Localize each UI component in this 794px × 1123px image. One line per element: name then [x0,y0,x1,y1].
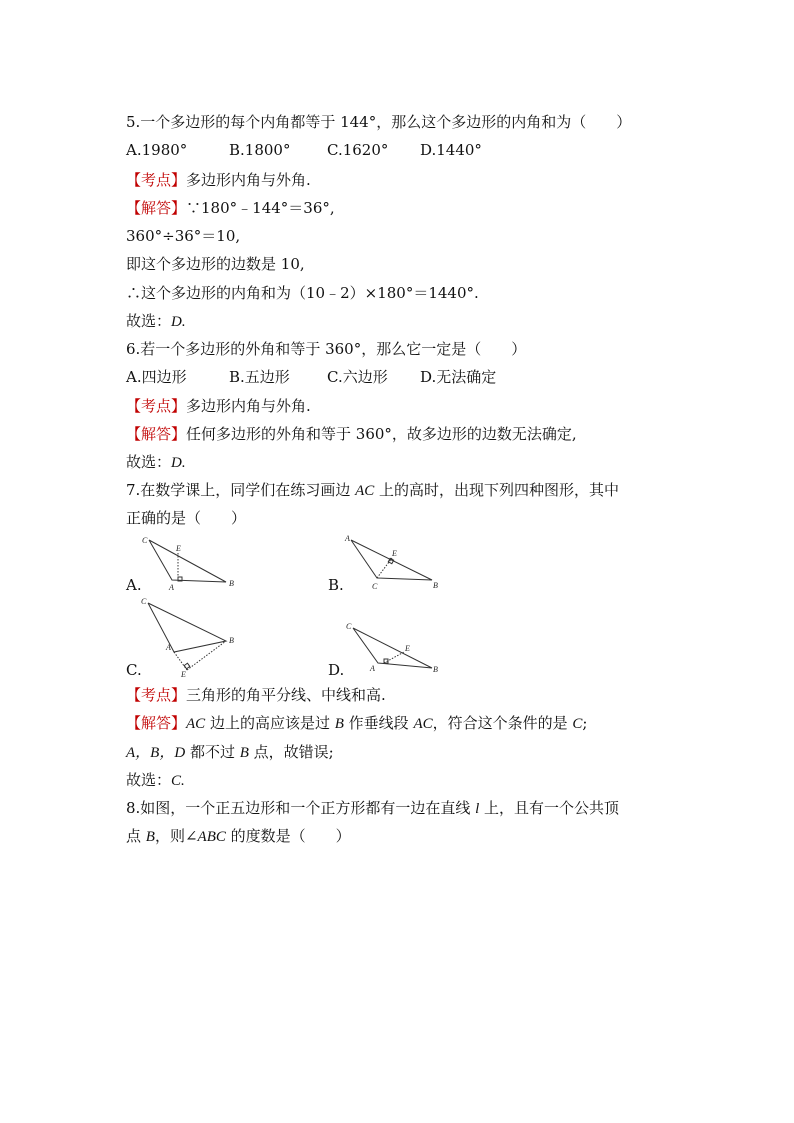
q5-option-b[interactable]: B.1800° [229,141,291,159]
q7-figure-label-b[interactable]: B. [328,576,344,594]
right-angle-d [384,659,388,663]
q7-figure-b [344,534,438,591]
q6-jieda-text: 任何多边形的外角和等于 360°，故多边形的边数无法确定, [186,425,577,443]
q7-kaodian [126,685,386,705]
q7-line2-b: B [239,745,249,761]
q7-stem-pre: 7.在数学课上，同学们在练习画边 [126,481,356,499]
q7-jieda-mid3: ，符合这个条件的是 [432,714,573,732]
point-label-e: E [405,644,410,653]
kaodian-tag: 【考点】 [126,171,187,189]
q6-stem: 6.若一个多边形的外角和等于 360°，那么它一定是（ ） [126,340,527,358]
q7-stem-post: 上的高时，出现下列四种图形，其中 [374,481,620,499]
q5-line-1: 360°÷36°＝10, [126,227,241,245]
q7-answer [126,770,185,791]
q8-line1-post: 上，且有一个公共顶 [479,799,620,817]
point-label-b: B [229,579,234,588]
point-label-c: C [346,622,352,631]
right-angle-a [178,577,182,581]
answer-prefix: 故选： [126,312,172,330]
q6-kaodian-text: 多边形内角与外角. [186,397,311,415]
extension-c [174,652,187,670]
height-c [187,641,226,670]
point-label-b: B [229,636,234,645]
q7-kaodian-text: 三角形的角平分线、中线和高. [186,686,386,704]
q8-line2-abc: ABC [197,829,226,845]
q7-jieda-mid2: 作垂线段 [343,714,414,732]
q5-jieda-text: ∵180°﹣144°＝36°, [186,199,335,217]
q7-jieda [126,713,587,734]
point-label-a: A [345,534,350,543]
q7-figure-d [346,622,438,674]
q7-answer-value: C. [171,773,185,789]
q5-answer-value: D. [171,314,186,330]
q8-stem-line-1 [126,798,619,819]
q8-line1-pre: 8.如图，一个正五边形和一个正方形都有一边在直线 [126,799,476,817]
q7-figure-label-a[interactable]: A. [126,576,142,594]
q7-figure-a [142,536,234,592]
q5-option-d[interactable]: D.1440° [420,141,482,159]
q5-kaodian-text: 多边形内角与外角. [186,171,311,189]
height-d [384,652,404,663]
kaodian-tag: 【考点】 [126,397,187,415]
q6-options [126,367,496,387]
q8-line2-post: 的度数是（ ） [225,827,351,845]
point-label-c: C [372,582,378,591]
right-angle-b [388,558,393,563]
triangle-d [353,628,432,668]
jieda-tag: 【解答】 [126,199,187,217]
height-b [377,558,392,578]
q5-options [126,140,482,160]
q6-kaodian [126,396,311,416]
triangle-a [149,540,226,582]
q7-jieda-b: B [334,716,344,732]
q8-line2-b: B [145,829,155,845]
point-label-a: A [370,664,375,673]
q7-jieda-end: ; [582,714,588,732]
q5-jieda [126,198,335,218]
q5-option-a[interactable]: A.1980° [126,141,188,159]
point-label-c: C [141,597,147,606]
q8-stem-line-2 [126,826,351,847]
q6-option-d[interactable]: D.无法确定 [420,368,497,386]
point-label-c: C [142,536,148,545]
q7-line2-end: 点，故错误; [248,743,334,761]
point-label-e: E [392,549,397,558]
q8-line2-mid: ，则∠ [154,827,198,845]
q6-answer-value: D. [171,455,186,471]
q5-option-c[interactable]: C.1620° [327,141,389,159]
q8-line1-l: l [475,801,480,817]
kaodian-tag: 【考点】 [126,686,187,704]
point-label-a: A [169,583,174,592]
jieda-tag: 【解答】 [126,425,187,443]
q6-option-a[interactable]: A.四边形 [126,368,187,386]
point-label-e: E [176,544,181,553]
q7-stem-line-2: 正确的是（ ） [126,509,247,527]
q6-option-b[interactable]: B.五边形 [229,368,290,386]
q7-jieda-ac2: AC [413,716,433,732]
q7-jieda-ac: AC [186,716,206,732]
q7-jieda-mid1: 边上的高应该是过 [205,714,335,732]
point-label-b: B [433,581,438,590]
q5-stem: 5.一个多边形的每个内角都等于 144°，那么这个多边形的内角和为（ ） [126,113,632,131]
right-angle-c [184,663,190,669]
q7-figure-label-d[interactable]: D. [328,661,345,679]
q6-option-c[interactable]: C.六边形 [327,368,388,386]
q8-line2-pre: 点 [126,827,146,845]
q5-kaodian [126,170,311,190]
q7-stem-line-1 [126,480,619,501]
q5-answer [126,311,186,332]
triangle-b [351,540,432,580]
q7-figure-label-c[interactable]: C. [126,661,142,679]
answer-prefix: 故选： [126,771,172,789]
answer-prefix: 故选： [126,453,172,471]
point-label-b: B [433,665,438,674]
q5-line-3: ∴这个多边形的内角和为（10﹣2）×180°＝1440°. [126,284,479,302]
q7-figure-c [141,597,234,679]
q5-line-2: 即这个多边形的边数是 10, [126,255,305,273]
triangle-c [148,603,226,652]
jieda-tag: 【解答】 [126,714,187,732]
q7-jieda-c: C [572,716,583,732]
point-label-e: E [181,670,186,679]
q7-line2-letters: A，B，D [126,745,186,761]
point-label-a: A [166,643,171,652]
q6-answer [126,452,186,473]
q7-line2-mid: 都不过 [185,743,240,761]
q7-stem-ac: AC [355,483,375,499]
q6-jieda [126,424,577,444]
q7-line-2 [126,742,334,763]
